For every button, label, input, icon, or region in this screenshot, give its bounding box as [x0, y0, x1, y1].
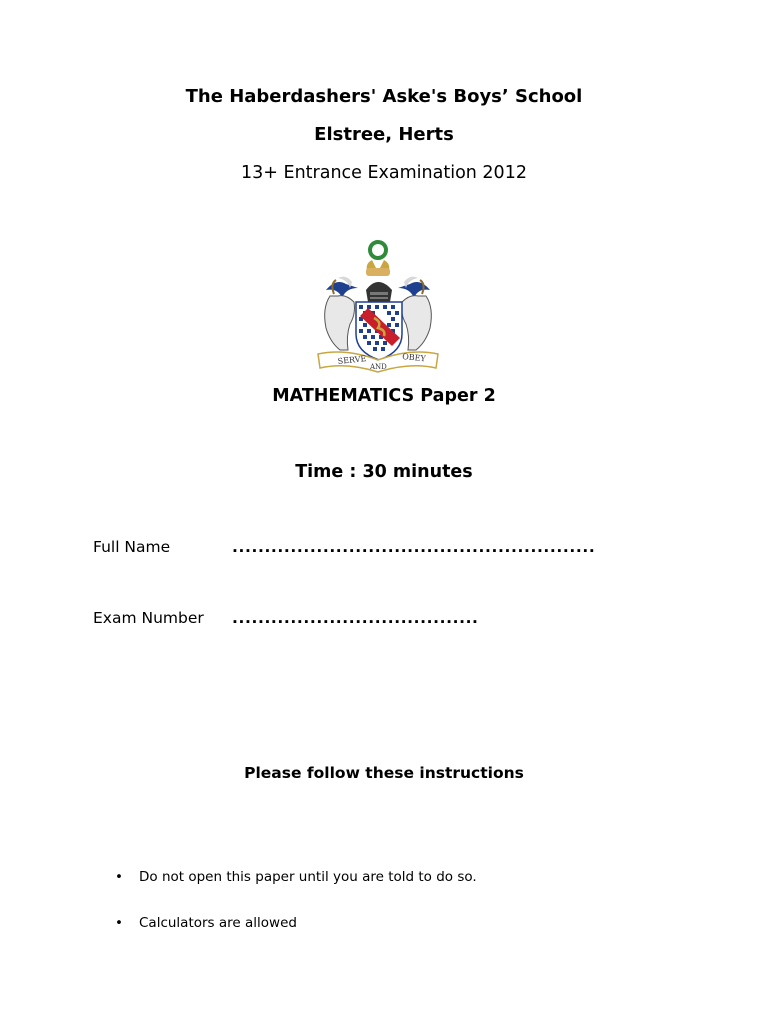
bullet-icon: • — [115, 915, 123, 931]
instruction-text: Do not open this paper until you are told to do so. — [139, 869, 477, 885]
exam-title: 13+ Entrance Examination 2012 — [241, 163, 527, 183]
instruction-text: Calculators are allowed — [139, 915, 297, 931]
exam-number-dotted-line[interactable]: ...................................... — [232, 609, 479, 627]
full-name-dotted-line[interactable]: ........................................................ — [232, 538, 596, 556]
motto-right: OBEY — [401, 352, 427, 364]
left-supporter-icon — [325, 296, 355, 350]
school-location: Elstree, Herts — [314, 124, 454, 145]
school-name: The Haberdashers' Aske's Boys’ School — [185, 86, 583, 107]
paper-subject: MATHEMATICS Paper 2 — [272, 386, 496, 406]
motto-middle: AND — [370, 363, 387, 371]
time-allowed: Time : 30 minutes — [295, 462, 473, 482]
instructions-heading: Please follow these instructions — [244, 764, 524, 782]
right-supporter-icon — [402, 296, 432, 350]
bullet-icon: • — [115, 869, 123, 885]
school-crest-icon — [316, 238, 452, 374]
motto-left: SERVE — [337, 354, 367, 366]
exam-number-label: Exam Number — [93, 609, 204, 627]
full-name-label: Full Name — [93, 538, 171, 556]
